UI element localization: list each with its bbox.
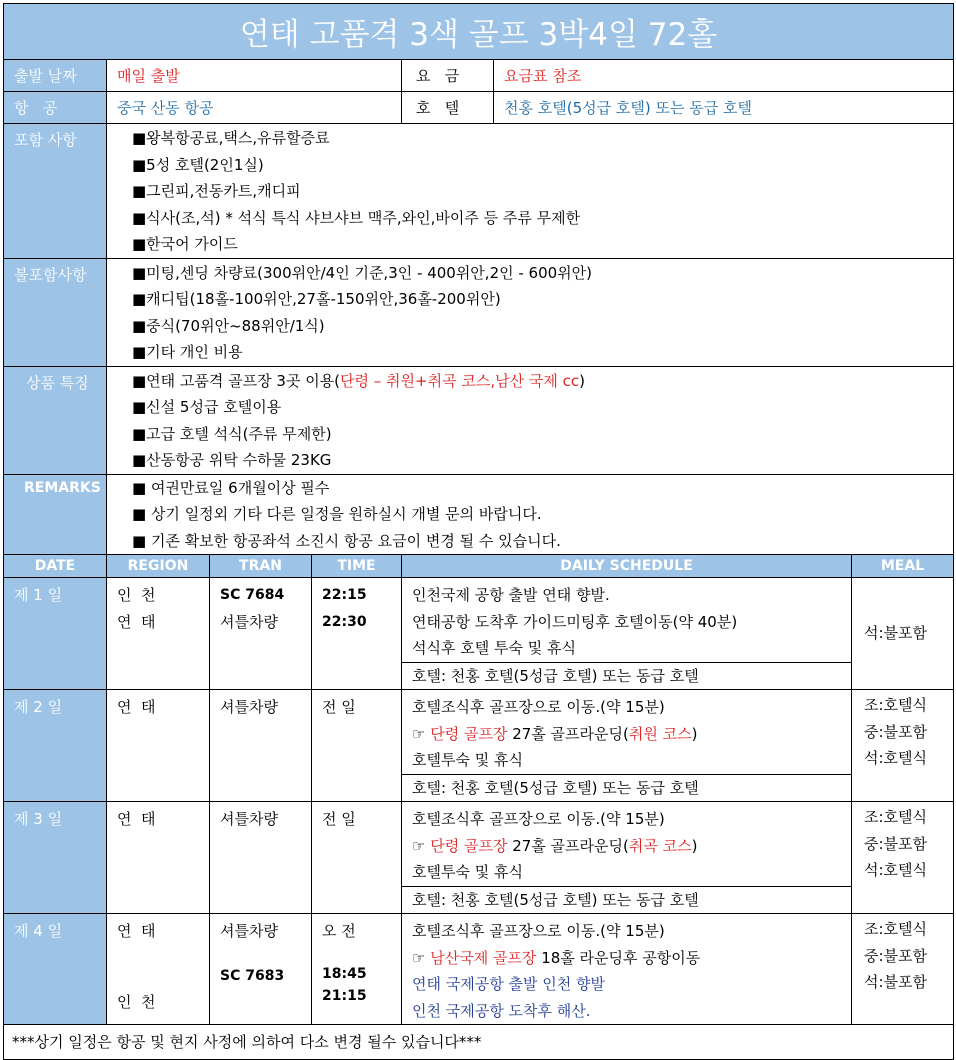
price-value: 요금표 참조 xyxy=(494,60,954,92)
time-text: 오 전 xyxy=(322,922,356,940)
day-2-meal xyxy=(852,690,954,802)
meal-text: 조:호텔식 xyxy=(864,696,928,714)
excluded-item: ■캐디팁(18홀-100위안,27홀-150위안,36홀-200위안) xyxy=(132,290,501,308)
schedule-text: 27홀 골프라운딩( xyxy=(507,724,629,743)
day-4-date: 제 4 일 xyxy=(4,914,107,1025)
features-list xyxy=(107,366,954,474)
col-schedule: DAILY SCHEDULE xyxy=(402,555,852,578)
schedule-line xyxy=(412,721,851,748)
day-2-time xyxy=(312,690,402,802)
schedule-line: 호텔투숙 및 휴식 xyxy=(412,863,523,881)
features-item: ■산동항공 위탁 수하물 23KG xyxy=(132,451,332,469)
schedule-line: 연태공항 도착후 가이드미팅후 호텔이동(약 40분) xyxy=(412,612,738,631)
features-label: 상품 특징 xyxy=(4,366,107,474)
day-2-date: 제 2 일 xyxy=(4,690,107,802)
included-item: ■한국어 가이드 xyxy=(132,235,238,253)
airline-value: 중국 산동 항공 xyxy=(107,92,402,124)
golf-course-name: 단령 골프장 xyxy=(430,836,508,855)
region-text: 연 태 xyxy=(117,810,156,828)
day-1-schedule xyxy=(402,578,852,690)
schedule-text: ) xyxy=(691,724,698,743)
remarks-item: ■ 상기 일정외 기타 다른 일정을 원하실시 개별 문의 바랍니다. xyxy=(132,505,542,523)
tran-text: 셔틀차량 xyxy=(220,810,278,828)
flight-code: SC 7684 xyxy=(220,587,285,603)
day-4-schedule xyxy=(402,914,852,1025)
flight-code: SC 7683 xyxy=(220,967,285,984)
day-4-region xyxy=(107,914,210,1025)
hotel-label: 호 텔 xyxy=(402,92,494,124)
day-1-tran xyxy=(210,578,312,690)
included-item: ■5성 호텔(2인1실) xyxy=(132,155,264,174)
excluded-item: ■미팅,센딩 차량료(300위안/4인 기준,3인 - 400위안,2인 - 600위안) xyxy=(132,263,593,282)
schedule-line: 석식후 호텔 투숙 및 휴식 xyxy=(412,639,576,657)
schedule-text: 18홀 라운딩후 공항이동 xyxy=(536,948,701,967)
airline-label: 항 공 xyxy=(4,92,107,124)
region-text: 연 태 xyxy=(117,612,156,631)
page-title: 연태 고품격 3색 골프 3박4일 72홀 xyxy=(4,4,954,60)
features-item: ■고급 호텔 석식(주류 무제한) xyxy=(132,424,332,443)
day-3-date: 제 3 일 xyxy=(4,802,107,914)
col-time: TIME xyxy=(312,555,402,578)
hotel-line: 호텔: 천홍 호텔(5성급 호텔) 또는 동급 호텔 xyxy=(402,662,851,690)
schedule-line: 호텔조식후 골프장으로 이동.(약 15분) xyxy=(412,810,665,828)
included-label: 포함 사항 xyxy=(4,124,107,259)
excluded-list xyxy=(107,258,954,366)
remarks-label: REMARKS xyxy=(4,474,107,555)
price-label: 요 금 xyxy=(402,60,494,92)
course-name: 취원 코스 xyxy=(628,724,692,743)
schedule-line: 호텔조식후 골프장으로 이동.(약 15분) xyxy=(412,922,665,940)
tran-text: 셔틀차량 xyxy=(220,698,278,716)
golf-course-name: 남산국제 골프장 xyxy=(430,948,537,967)
features-item: ■신설 5성급 호텔이용 xyxy=(132,398,282,416)
region-text: 인 천 xyxy=(117,992,156,1011)
footer-note: ***상기 일정은 항공 및 현지 사정에 의하여 다소 변경 될수 있습니다*** xyxy=(4,1025,954,1060)
meal-text: 석:호텔식 xyxy=(864,749,928,767)
region-text: 연 태 xyxy=(117,698,156,716)
excluded-item: ■중식(70위안~88위안/1식) xyxy=(132,316,325,335)
included-list xyxy=(107,124,954,259)
day-1-meal xyxy=(852,578,954,690)
time-text: 21:15 xyxy=(322,987,367,1004)
day-1-time xyxy=(312,578,402,690)
excluded-label: 불포함사항 xyxy=(4,258,107,366)
day-3-tran xyxy=(210,802,312,914)
schedule-line: 인천 국제공항 도착후 해산. xyxy=(412,1001,591,1020)
schedule-text: 27홀 골프라운딩( xyxy=(507,836,629,855)
time-text: 전 일 xyxy=(322,698,356,716)
day-4-tran xyxy=(210,914,312,1025)
schedule-line: 연태 국제공항 출발 인천 향발 xyxy=(412,975,605,993)
meal-text: 조:호텔식 xyxy=(864,808,928,826)
excluded-item: ■기타 개인 비용 xyxy=(132,343,243,361)
pointer-icon: ☞ xyxy=(412,724,431,743)
time-text: 전 일 xyxy=(322,810,356,828)
tran-text: 셔틀차량 xyxy=(220,922,278,940)
schedule-text: ) xyxy=(691,836,698,855)
course-highlight: 단령 – 취원+취곡 코스,남산 국제 cc xyxy=(340,371,580,390)
meal-text: 석:불포함 xyxy=(864,624,928,643)
day-2-region xyxy=(107,690,210,802)
schedule-line: 호텔투숙 및 휴식 xyxy=(412,751,523,769)
included-item: ■식사(조,석) * 석식 특식 샤브샤브 맥주,와인,바이주 등 주류 무제한 xyxy=(132,208,581,227)
schedule-line xyxy=(412,945,851,972)
features-item xyxy=(132,368,953,395)
time-text: 18:45 xyxy=(322,965,367,982)
hotel-value: 천홍 호텔(5성급 호텔) 또는 동급 호텔 xyxy=(494,92,954,124)
meal-text: 중:불포함 xyxy=(864,722,928,741)
day-1-region xyxy=(107,578,210,690)
day-3-region xyxy=(107,802,210,914)
day-1-date: 제 1 일 xyxy=(4,578,107,690)
col-region: REGION xyxy=(107,555,210,578)
remarks-list xyxy=(107,474,954,555)
day-3-time xyxy=(312,802,402,914)
course-name: 취곡 코스 xyxy=(628,836,692,855)
schedule-line: 호텔조식후 골프장으로 이동.(약 15분) xyxy=(412,698,665,716)
features-text: ■연태 고품격 골프장 3곳 이용( xyxy=(132,371,341,390)
meal-text: 석:불포함 xyxy=(864,973,928,991)
time-text: 22:15 xyxy=(322,587,367,603)
schedule-line xyxy=(412,833,851,860)
meal-text: 중:불포함 xyxy=(864,946,928,965)
pointer-icon: ☞ xyxy=(412,836,431,855)
depart-value: 매일 출발 xyxy=(107,60,402,92)
day-2-tran xyxy=(210,690,312,802)
depart-label: 출발 날짜 xyxy=(4,60,107,92)
day-2-schedule xyxy=(402,690,852,802)
time-text: 22:30 xyxy=(322,613,367,630)
col-date: DATE xyxy=(4,555,107,578)
day-3-meal xyxy=(852,802,954,914)
hotel-line: 호텔: 천홍 호텔(5성급 호텔) 또는 동급 호텔 xyxy=(402,886,851,914)
meal-text: 조:호텔식 xyxy=(864,920,928,938)
region-text: 연 태 xyxy=(117,922,156,940)
remarks-item: ■ 여권만료일 6개월이상 필수 xyxy=(132,478,330,497)
day-4-time xyxy=(312,914,402,1025)
day-4-meal xyxy=(852,914,954,1025)
itinerary-table xyxy=(3,3,954,1060)
tran-text: 셔틀차량 xyxy=(220,612,278,631)
region-text: 인 천 xyxy=(117,586,156,604)
included-item: ■그린피,전동카트,캐디피 xyxy=(132,182,301,200)
meal-text: 석:호텔식 xyxy=(864,861,928,879)
included-item: ■왕복항공료,택스,유류할증료 xyxy=(132,129,330,147)
col-tran: TRAN xyxy=(210,555,312,578)
golf-course-name: 단령 골프장 xyxy=(430,724,508,743)
features-text-end: ) xyxy=(579,371,585,390)
remarks-item: ■ 기존 확보한 항공좌석 소진시 항공 요금이 변경 될 수 있습니다. xyxy=(132,531,561,550)
hotel-line: 호텔: 천홍 호텔(5성급 호텔) 또는 동급 호텔 xyxy=(402,774,851,802)
pointer-icon: ☞ xyxy=(412,948,431,967)
day-3-schedule xyxy=(402,802,852,914)
col-meal: MEAL xyxy=(852,555,954,578)
meal-text: 중:불포함 xyxy=(864,834,928,853)
schedule-line: 인천국제 공항 출발 연태 향발. xyxy=(412,586,610,604)
